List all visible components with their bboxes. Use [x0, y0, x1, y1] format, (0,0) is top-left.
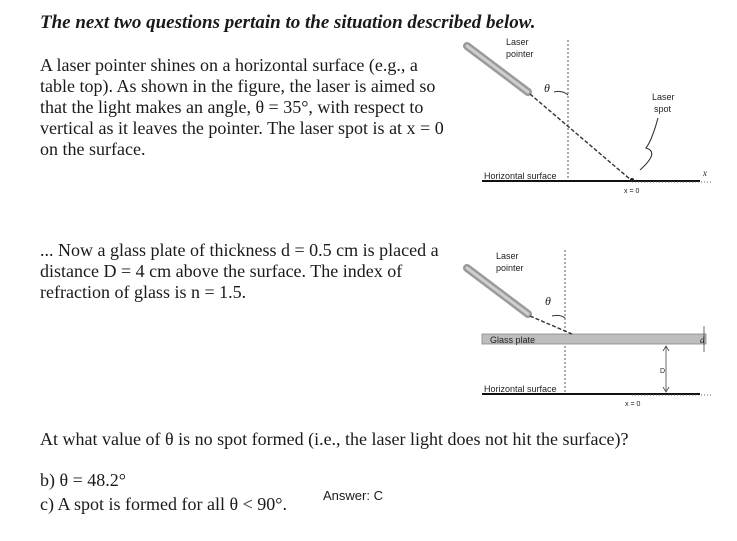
- fig2-surface-label: Horizontal surface: [484, 384, 557, 394]
- fig1-spot-label-1: Laser: [652, 92, 675, 102]
- fig2-laser-label-1: Laser: [496, 251, 519, 261]
- paragraph-1-line-4: vertical as it leaves the pointer. The laser spot is at x = 0: [40, 118, 444, 138]
- answer-label: Answer: C: [323, 488, 383, 503]
- fig1-laser-label-1: Laser: [506, 37, 529, 47]
- fig2-laser-label-2: pointer: [496, 263, 524, 273]
- paragraph-1-line-3: that the light makes an angle, θ = 35°, with respect to: [40, 97, 424, 117]
- paragraph-2-line-3: refraction of glass is n = 1.5.: [40, 282, 247, 302]
- fig2-theta: θ: [545, 294, 551, 308]
- laser-beam-2: [530, 316, 572, 334]
- option-c: c) A spot is formed for all θ < 90°.: [40, 494, 287, 514]
- paragraph-2-line-1-text: Now a glass plate of thickness d = 0.5 cm is placed a: [58, 240, 439, 260]
- laser-pointer-2: [467, 268, 528, 314]
- fig1-x0-label: x = 0: [624, 188, 640, 195]
- angle-arc-2: [552, 315, 565, 318]
- paragraph-2-line-2: distance D = 4 cm above the surface. The index of: [40, 261, 403, 281]
- fig1-x-axis-label: x: [703, 168, 707, 178]
- paragraph-1-line-5: on the surface.: [40, 139, 146, 159]
- option-b: b) θ = 48.2°: [40, 470, 126, 490]
- fig1-laser-label-2: pointer: [506, 49, 534, 59]
- section-heading: The next two questions pertain to the situation described below.: [40, 12, 536, 33]
- question-text: At what value of θ is no spot formed (i.e., the laser light does not hit the surface)?: [40, 429, 629, 449]
- fig2-D-label: D: [660, 368, 666, 375]
- paragraph-1-line-1: A laser pointer shines on a horizontal surface (e.g., a: [40, 55, 418, 75]
- fig1-surface-label: Horizontal surface: [484, 171, 557, 181]
- fig2-x0-label: x = 0: [625, 401, 641, 408]
- paragraph-2-prefix: ...: [40, 240, 54, 260]
- fig1-spot-label-2: spot: [654, 104, 672, 114]
- paragraph-1-line-2: table top). As shown in the figure, the laser is aimed so: [40, 76, 436, 96]
- fig1-theta: θ: [544, 81, 550, 95]
- fig2-glass-label: Glass plate: [490, 335, 536, 345]
- fig2-d-label: d: [700, 335, 705, 345]
